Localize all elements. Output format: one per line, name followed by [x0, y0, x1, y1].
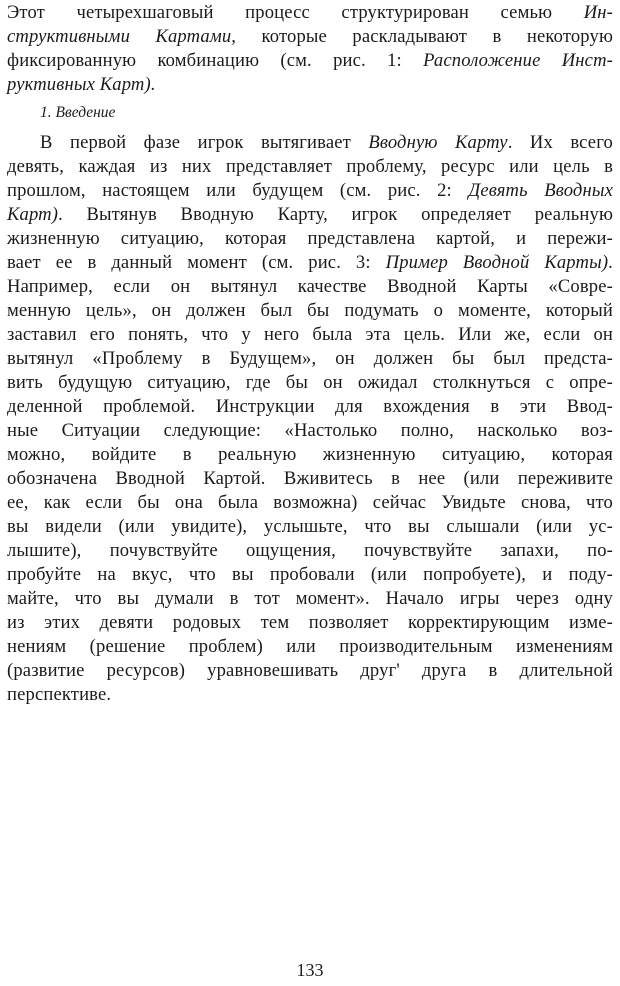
text-line: менную цель», он должен был бы подумать о моменте, который [7, 300, 613, 321]
text-line: вытянул «Проблему в Будущем», он должен бы был предста- [7, 348, 613, 369]
text-line: девять, каждая из них представляет проблему, ресурс или цель в [7, 156, 613, 177]
text-line: ные Ситуации следующие: «Настолько полно, насколько воз- [7, 420, 613, 441]
text-line: вает ее в данный момент (см. рис. 3: Пример Вводной Карты). [7, 252, 613, 273]
text-line: можно, войдите в реальную жизненную ситуацию, которая [7, 444, 613, 465]
text-line: структивными Картами, которые раскладывают в некоторую [7, 26, 613, 47]
text-line: Карт). Вытянув Вводную Карту, игрок определяет реальную [7, 204, 613, 225]
text-line: нениям (решение проблем) или производительным изменениям [7, 636, 613, 657]
text-line: Этот четырехшаговый процесс структурирован семью Ин- [7, 2, 613, 23]
page-number: 133 [296, 960, 324, 980]
text-line: Например, если он вытянул качестве Вводной Карты «Совре- [7, 276, 613, 297]
text-line: из этих девяти родовых тем позволяет корректирующим изме- [7, 612, 613, 633]
text-line: (развитие ресурсов) уравновешивать друг' друга в длительной [7, 660, 613, 681]
text-line: жизненную ситуацию, которая представлена картой, и пережи- [7, 228, 613, 249]
text-line: лышите), почувствуйте ощущения, почувствуйте запахи, по- [7, 540, 613, 561]
text-line: майте, что вы думали в тот момент». Начало игры через одну [7, 588, 613, 609]
text-line: фиксированную комбинацию (см. рис. 1: Расположение Инст- [7, 50, 614, 71]
text-line: руктивных Карт). [7, 74, 156, 95]
text-line: В первой фазе игрок вытягивает Вводную Карту. Их всего [40, 132, 613, 153]
text-line: заставил его понять, что у него была эта цель. Или же, если он [7, 324, 613, 345]
text-line: вить будущую ситуацию, где бы он ожидал столкнуться с опре- [7, 372, 613, 393]
text-line: прошлом, настоящем или будущем (см. рис. 2: Девять Вводных [7, 180, 613, 201]
text-line: обозначена Вводной Картой. Вживитесь в нее (или переживите [7, 468, 613, 489]
text-line: вы видели (или увидите), услышьте, что вы слышали (или ус- [7, 516, 613, 537]
text-line: перспективе. [7, 684, 112, 705]
text-line: ее, как если бы она была возможна) сейчас Увидьте снова, что [7, 492, 613, 513]
text-line: деленной проблемой. Инструкции для вхождения в эти Ввод- [7, 396, 613, 417]
section-heading: 1. Введение [40, 104, 116, 121]
text-line: пробуйте на вкус, что вы пробовали (или попробуете), и поду- [7, 564, 613, 585]
